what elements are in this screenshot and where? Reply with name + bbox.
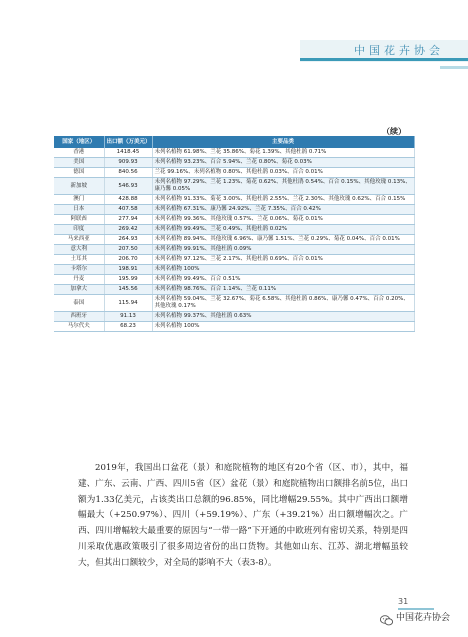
cell-country: 丹麦	[54, 275, 104, 285]
header-title: 中国花卉协会	[354, 44, 444, 57]
table-row	[54, 285, 414, 295]
table-row	[54, 245, 414, 255]
cell-value: 269.42	[104, 225, 152, 235]
cell-items: 未列名植物 99.37%、其他杜鹃 0.63%	[152, 312, 414, 322]
cell-items: 未列名植物 89.94%、其他玫瑰 6.96%、康乃馨 1.51%、兰花 0.29%、菊花 0.04%、百合 0.01%	[152, 235, 414, 245]
column-header-items: 主要品类	[152, 136, 414, 148]
cell-value: 1418.45	[104, 148, 152, 158]
cell-items: 未列名植物 99.49%、兰花 0.49%、其他杜鹃 0.02%	[152, 225, 414, 235]
page-number: 31	[398, 597, 409, 606]
cell-value: 115.94	[104, 295, 152, 312]
cell-value: 428.88	[104, 195, 152, 205]
cell-items: 未列名植物 100%	[152, 265, 414, 275]
cell-value: 145.56	[104, 285, 152, 295]
table-row	[54, 195, 414, 205]
cell-value: 840.56	[104, 168, 152, 178]
cell-value: 198.91	[104, 265, 152, 275]
cell-items: 未列名植物 93.23%、百合 5.94%、兰花 0.80%、菊花 0.03%	[152, 158, 414, 168]
cell-value: 68.23	[104, 322, 152, 332]
header-banner	[300, 40, 468, 62]
cell-country: 马尔代夫	[54, 322, 104, 332]
cell-country: 土耳其	[54, 255, 104, 265]
cell-items: 未列名植物 59.04%、兰花 32.67%、菊花 6.58%、其他杜鹃 0.86%、康乃馨 0.47%、百合 0.20%、其他玫瑰 0.17%	[152, 295, 414, 312]
cell-items: 未列名植物 99.91%、其他杜鹃 0.09%	[152, 245, 414, 255]
cell-value: 195.99	[104, 275, 152, 285]
cell-country: 新加坡	[54, 178, 104, 195]
cell-value: 546.93	[104, 178, 152, 195]
table-row	[54, 148, 414, 158]
cell-items: 兰花 99.16%、未列名植物 0.80%、其他杜鹃 0.03%、百合 0.01%	[152, 168, 414, 178]
header-stripe	[300, 58, 468, 61]
table-row	[54, 235, 414, 245]
cell-value: 909.93	[104, 158, 152, 168]
cell-country: 阿联酋	[54, 215, 104, 225]
cell-items: 未列名植物 67.31%、康乃馨 24.92%、兰花 7.35%、百合 0.42%	[152, 205, 414, 215]
cell-value: 277.94	[104, 215, 152, 225]
cell-items: 未列名植物 100%	[152, 322, 414, 332]
table-row	[54, 295, 414, 312]
continued-label: （续）	[382, 127, 406, 136]
export-table	[54, 136, 415, 332]
header-sub-stripe	[440, 66, 468, 69]
table-row	[54, 205, 414, 215]
cell-country: 日本	[54, 205, 104, 215]
wechat-label: 中国花卉协会	[396, 613, 451, 623]
cell-items: 未列名植物 91.33%、菊花 3.00%、其他杜鹃 2.55%、兰花 2.30%、其他玫瑰 0.62%、百合 0.15%	[152, 195, 414, 205]
cell-country: 美国	[54, 158, 104, 168]
table-row	[54, 215, 414, 225]
cell-items: 未列名植物 98.76%、百合 1.14%、兰花 0.11%	[152, 285, 414, 295]
cell-country: 意大利	[54, 245, 104, 255]
cell-value: 264.93	[104, 235, 152, 245]
column-header-value: 出口额（万美元）	[104, 136, 152, 148]
cell-country: 加拿大	[54, 285, 104, 295]
table-row	[54, 225, 414, 235]
cell-value: 206.70	[104, 255, 152, 265]
body-paragraph: 2019年，我国出口盆花（景）和庭院植物的地区有20个省（区、市），其中，福建、广东、云南、广西、四川5省（区）盆花（景）和庭院植物出口额排名前5位，出口额为1.33亿美元，占该类出口总额的96.85%，同比增幅29.55%。其中广西出口额增幅最大（+250.97%）、四川（+59.19%）、广东（+39.21%）出口额增幅次之。广西、四川增幅较大最重要的原因与“一带一路”下开通的中欧班列有密切关系，特别是四川采取优惠政策吸引了很多周边省份的出口货物。其他如山东、江苏、湖北增幅虽较大，但其出口额较少，对全局的影响不大（表3-8）。	[78, 463, 408, 568]
table-header-row	[54, 136, 414, 148]
table-row	[54, 312, 414, 322]
cell-items: 未列名植物 99.36%、其他玫瑰 0.57%、兰花 0.06%、菊花 0.01%	[152, 215, 414, 225]
table-row	[54, 168, 414, 178]
column-header-country: 国家（地区）	[54, 136, 104, 148]
cell-country: 澳门	[54, 195, 104, 205]
table-row	[54, 275, 414, 285]
cell-items: 未列名植物 61.98%、兰花 35.86%、菊花 1.39%、其他杜鹃 0.71%	[152, 148, 414, 158]
cell-value: 407.58	[104, 205, 152, 215]
cell-country: 卡塔尔	[54, 265, 104, 275]
cell-country: 香港	[54, 148, 104, 158]
cell-country: 马来西亚	[54, 235, 104, 245]
cell-country: 印度	[54, 225, 104, 235]
table-row	[54, 178, 414, 195]
table-row	[54, 322, 414, 332]
body-text	[78, 461, 408, 572]
cell-value: 207.50	[104, 245, 152, 255]
cell-country: 泰国	[54, 295, 104, 312]
table-row	[54, 265, 414, 275]
cell-items: 未列名植物 97.12%、兰花 2.17%、其他杜鹃 0.69%、百合 0.01%	[152, 255, 414, 265]
wechat-icon	[380, 611, 393, 622]
cell-country: 西班牙	[54, 312, 104, 322]
table-row	[54, 158, 414, 168]
cell-value: 91.13	[104, 312, 152, 322]
table-row	[54, 255, 414, 265]
cell-country: 德国	[54, 168, 104, 178]
cell-items: 未列名植物 99.49%、百合 0.51%	[152, 275, 414, 285]
cell-items: 未列名植物 97.29%、兰花 1.23%、菊花 0.62%、其他杜鹃 0.54%、百合 0.15%、其他玫瑰 0.13%、康乃馨 0.05%	[152, 178, 414, 195]
wechat-watermark	[380, 610, 450, 623]
